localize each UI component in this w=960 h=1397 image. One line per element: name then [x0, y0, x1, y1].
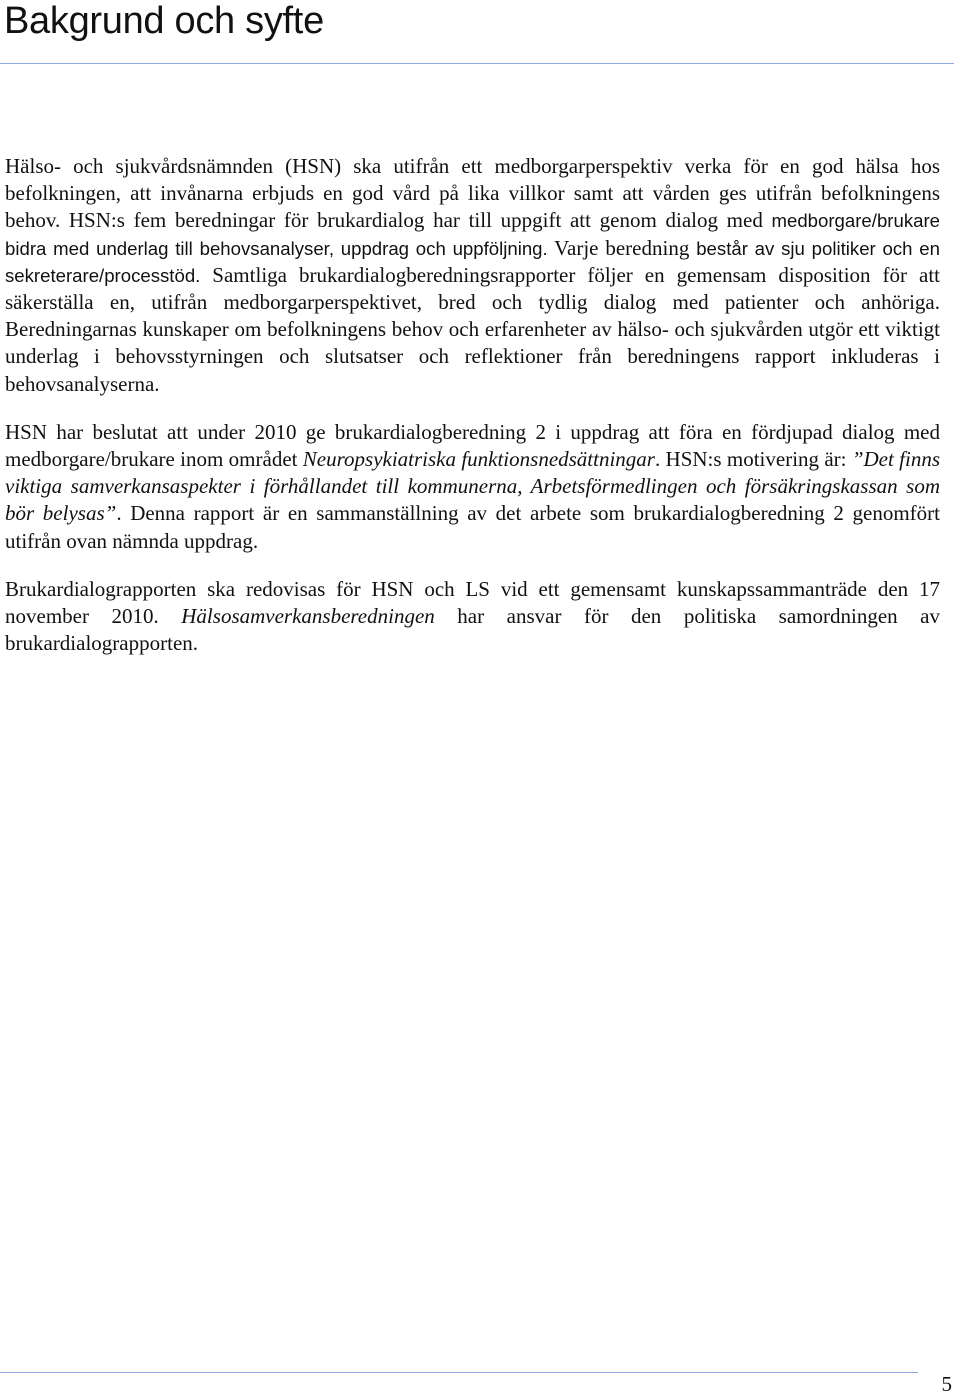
- paragraph-background: [5, 153, 940, 398]
- page-title: Bakgrund och syfte: [4, 0, 324, 42]
- paragraph-assignment: [5, 419, 940, 555]
- text-segment-sans: består av sju politiker och en sekreterare/processtöd.: [5, 237, 940, 286]
- text-segment-sans: medborgare/brukare bidra med underlag till behovsanalyser, uppdrag och uppföljning.: [5, 210, 940, 259]
- text-segment: HSN har beslutat att under 2010 ge brukardialogberedning 2 i uppdrag att föra en fördjupad dialog med medborgare/brukare inom området: [5, 419, 940, 472]
- paragraph-presentation: [5, 576, 940, 658]
- title-divider: [0, 63, 954, 64]
- text-segment: . HSN:s motivering är:: [654, 447, 852, 472]
- page-number: 5: [941, 1372, 952, 1396]
- text-segment: . Denna rapport är en sammanställning av det arbete som brukardialogberedning 2 genomfört utifrån ovan nämnda uppdrag.: [5, 501, 940, 553]
- text-segment-italic: Neuropsykiatriska funktionsnedsättningar: [302, 447, 655, 472]
- text-segment-quote: ”Det finns viktiga samverkansaspekter i förhållandet till kommunerna, Arbetsförmedlingen och försäkringskassan som bör belysas”: [5, 447, 940, 526]
- body-text: [5, 153, 940, 657]
- text-segment-italic: Hälsosamverkansberedningen: [181, 604, 435, 629]
- text-segment: Brukardialograpporten ska redovisas för HSN och LS vid ett gemensamt kunskapssammanträde den 17 november 2010.: [5, 576, 940, 629]
- text-segment: har ansvar för den politiska samordningen av brukardialograpporten.: [5, 604, 940, 656]
- text-segment: Samtliga brukardialogberedningsrapporter följer en gemensam disposition för att säkerställa en, utifrån medborgarperspektivet, bred och tydlig dialog med patienter och anhöriga. Beredningarnas kunskaper om befolkningens behov och erfarenheter av hälso- och sjukvården utgör ett viktigt underlag i behovsstyrningen och slutsatser och reflektioner från beredningens rapport inkluderas i behovsanalyserna.: [5, 262, 940, 396]
- text-segment: Hälso- och sjukvårdsnämnden (HSN) ska utifrån ett medborgarperspektiv verka för en god hälsa hos befolkningen, att invånarna erbjuds en god vård på lika villkor samt att vården ges utifrån befolkningens behov. HSN:s fem beredningar för brukardialog har till uppgift att genom dialog med: [5, 154, 940, 233]
- text-segment: Varje beredning: [547, 235, 697, 260]
- footer-divider: [0, 1372, 918, 1373]
